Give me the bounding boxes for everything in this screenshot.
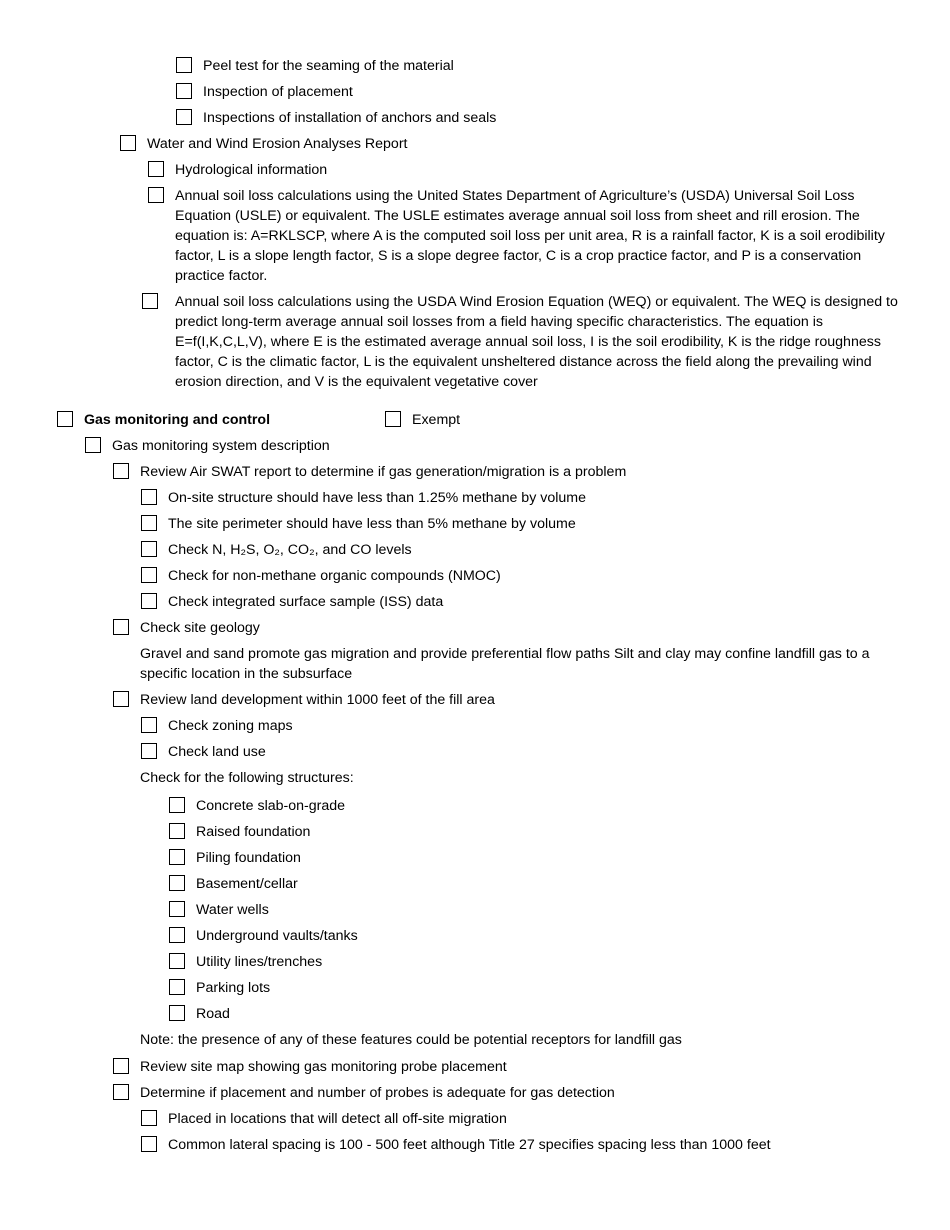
checkbox-usle[interactable] xyxy=(148,187,164,203)
receptors-note: Note: the presence of any of these features could be potential receptors for landfill gas xyxy=(140,1032,682,1048)
check-gases-label: Check N, H₂S, O₂, CO₂, and CO levels xyxy=(168,542,412,558)
exempt-label: Exempt xyxy=(412,412,461,428)
review-air-swat-label: Review Air SWAT report to determine if gas generation/migration is a problem xyxy=(140,464,627,480)
checkbox-probe-adequacy[interactable] xyxy=(113,1084,129,1100)
review-site-map-label: Review site map showing gas monitoring probe placement xyxy=(140,1059,507,1075)
checkbox-peel-test[interactable] xyxy=(176,57,192,73)
review-land-dev-label: Review land development within 1000 feet of the fill area xyxy=(140,692,495,708)
structures-intro: Check for the following structures: xyxy=(140,770,354,786)
structure-label: Concrete slab-on-grade xyxy=(196,798,346,814)
checkbox-structure[interactable] xyxy=(169,823,185,839)
check-iss-label: Check integrated surface sample (ISS) data xyxy=(168,594,444,610)
checkbox-weq[interactable] xyxy=(142,293,158,309)
checkbox-check-gases[interactable] xyxy=(141,541,157,557)
peel-test-label: Peel test for the seaming of the material xyxy=(203,58,454,74)
weq-paragraph: Annual soil loss calculations using the USDA Wind Erosion Equation (WEQ) or equivalent. The WEQ is designed to predict long-term average annual soil losses from a field having specific characteristics. The equation is E=f(I,K,C,L,V), where E is the estimated average annual soil loss, I is the soil erodibility, K is the ridge roughness factor, C is the climatic factor, L is the equivalent unsheltered distance across the field along the prevailing wind erosion direction, and V is the equivalent vegetative cover xyxy=(175,294,898,390)
checkbox-inspection-anchors[interactable] xyxy=(176,109,192,125)
structure-label: Basement/cellar xyxy=(196,876,298,892)
checkbox-review-air-swat[interactable] xyxy=(113,463,129,479)
checkbox-review-site-map[interactable] xyxy=(113,1058,129,1074)
checkbox-gas-system-desc[interactable] xyxy=(85,437,101,453)
checkbox-perimeter-methane[interactable] xyxy=(141,515,157,531)
checkbox-onsite-methane[interactable] xyxy=(141,489,157,505)
checkbox-water-wind-report[interactable] xyxy=(120,135,136,151)
checkbox-land-use[interactable] xyxy=(141,743,157,759)
usle-paragraph: Annual soil loss calculations using the United States Department of Agriculture’s (USDA) Universal Soil Loss Equation (USLE) or equivalent. The USLE estimates average annual soil loss from sheet and rill erosion. The equation is: A=RKLSCP, where A is the computed soil loss per unit area, R is a rainfall factor, K is a soil erodibility factor, L is a slope length factor, S is a slope degree factor, C is a crop practice factor, and P is a conservation practice factor. xyxy=(175,188,885,284)
checkbox-check-iss[interactable] xyxy=(141,593,157,609)
checkbox-check-nmoc[interactable] xyxy=(141,567,157,583)
checkbox-structure[interactable] xyxy=(169,875,185,891)
checkbox-structure[interactable] xyxy=(169,849,185,865)
checkbox-structure[interactable] xyxy=(169,953,185,969)
zoning-maps-label: Check zoning maps xyxy=(168,718,293,734)
checkbox-zoning-maps[interactable] xyxy=(141,717,157,733)
checkbox-hydrological[interactable] xyxy=(148,161,164,177)
structure-label: Parking lots xyxy=(196,980,271,996)
structure-label: Piling foundation xyxy=(196,850,301,866)
water-wind-report-label: Water and Wind Erosion Analyses Report xyxy=(147,136,408,152)
checkbox-check-geology[interactable] xyxy=(113,619,129,635)
inspection-anchors-label: Inspections of installation of anchors and seals xyxy=(203,110,497,126)
gas-section-heading: Gas monitoring and control xyxy=(84,412,271,428)
lateral-spacing-label: Common lateral spacing is 100 - 500 feet although Title 27 specifies spacing less than 1000 feet xyxy=(168,1137,771,1153)
structure-label: Underground vaults/tanks xyxy=(196,928,358,944)
checkbox-exempt[interactable] xyxy=(385,411,401,427)
inspection-placement-label: Inspection of placement xyxy=(203,84,353,100)
checkbox-gas-monitoring[interactable] xyxy=(57,411,73,427)
structure-label: Water wells xyxy=(196,902,269,918)
checkbox-lateral-spacing[interactable] xyxy=(141,1136,157,1152)
structure-label: Road xyxy=(196,1006,230,1022)
checkbox-structure[interactable] xyxy=(169,1005,185,1021)
gas-system-desc-label: Gas monitoring system description xyxy=(112,438,330,454)
hydrological-label: Hydrological information xyxy=(175,162,328,178)
checkbox-structure[interactable] xyxy=(169,979,185,995)
land-use-label: Check land use xyxy=(168,744,266,760)
checkbox-structure[interactable] xyxy=(169,901,185,917)
structure-label: Utility lines/trenches xyxy=(196,954,323,970)
probe-adequacy-label: Determine if placement and number of probes is adequate for gas detection xyxy=(140,1085,615,1101)
checkbox-review-land-dev[interactable] xyxy=(113,691,129,707)
perimeter-methane-label: The site perimeter should have less than 5% methane by volume xyxy=(168,516,576,532)
geology-note: Gravel and sand promote gas migration and provide preferential flow paths Silt and clay may confine landfill gas to a specific location in the subsurface xyxy=(140,646,870,682)
checkbox-structure[interactable] xyxy=(169,797,185,813)
checkbox-offsite-migration[interactable] xyxy=(141,1110,157,1126)
offsite-migration-label: Placed in locations that will detect all off-site migration xyxy=(168,1111,507,1127)
structure-label: Raised foundation xyxy=(196,824,311,840)
check-nmoc-label: Check for non-methane organic compounds (NMOC) xyxy=(168,568,501,584)
onsite-methane-label: On-site structure should have less than 1.25% methane by volume xyxy=(168,490,586,506)
checkbox-structure[interactable] xyxy=(169,927,185,943)
check-geology-label: Check site geology xyxy=(140,620,260,636)
checkbox-inspection-placement[interactable] xyxy=(176,83,192,99)
